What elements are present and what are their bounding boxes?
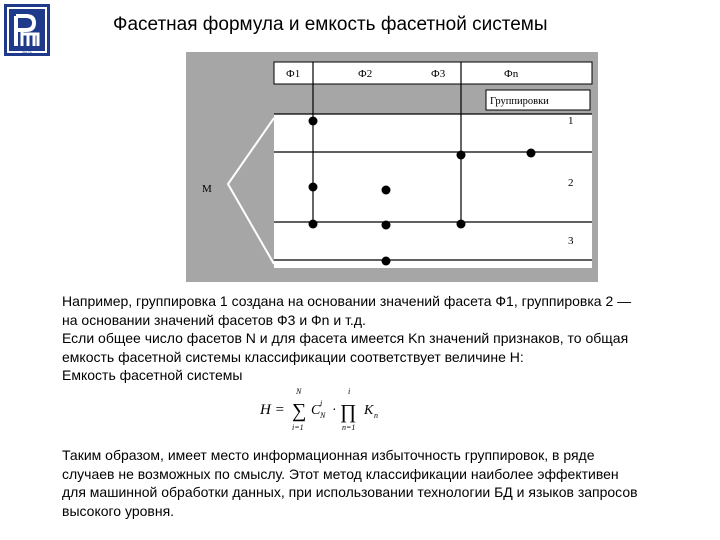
dot-f3-g3 xyxy=(457,220,466,229)
sum-top: N xyxy=(296,387,302,396)
dot-f1-g1 xyxy=(309,117,318,126)
formula-dot: · xyxy=(332,403,337,418)
paragraph-1 xyxy=(62,292,631,385)
facet-diagram xyxy=(186,52,598,282)
product-symbol: ∏ xyxy=(340,401,357,423)
formula-c: C xyxy=(311,403,321,418)
hse-logo xyxy=(4,4,50,56)
groupings-label: Группировки xyxy=(490,96,549,107)
formula-c-sub: N xyxy=(320,411,326,420)
dot-f2-row3 xyxy=(382,257,391,266)
row-label-1: 1 xyxy=(568,115,574,127)
page-title: Фасетная формула и емкость фасетной системы xyxy=(113,14,548,35)
dot-f2-g3 xyxy=(382,221,391,230)
facet-f2: Ф2 xyxy=(358,68,373,80)
paragraph-1-line: на основании значений фасетов Ф3 и Фn и т.д. xyxy=(62,311,366,328)
paragraph-1-line: Например, группировка 1 создана на основании значений фасета Ф1, группировка 2 — xyxy=(62,293,632,309)
product-bottom: n=1 xyxy=(342,423,356,432)
dot-f1-g3 xyxy=(309,220,318,229)
dot-fn-g2 xyxy=(527,149,536,158)
formula-c-sup: i xyxy=(320,399,323,408)
dot-f1-row2 xyxy=(309,183,318,192)
paragraph-2-line: случаев не возможных по смыслу. Этот метод классификации наиболее эффективен xyxy=(62,465,619,482)
row-label-3: 3 xyxy=(568,235,574,247)
formula-k: K xyxy=(364,403,374,418)
paragraph-1-line: емкость фасетной системы классификации соответствует величине H: xyxy=(62,348,524,365)
m-label: M xyxy=(202,183,212,195)
paragraph-2 xyxy=(62,446,638,520)
formula-lhs: H = xyxy=(260,402,285,418)
facet-f3: Ф3 xyxy=(431,68,446,80)
facet-fn: Фn xyxy=(504,68,519,80)
product-top: i xyxy=(348,387,351,396)
paragraph-2-line: высокого уровня. xyxy=(62,502,175,519)
paragraph-1-line: Емкость фасетной системы xyxy=(62,367,243,383)
grid-area xyxy=(274,114,592,268)
formula-k-sub: n xyxy=(374,411,378,420)
dot-f3-g2 xyxy=(457,151,466,160)
dot-f2-row2 xyxy=(382,186,391,195)
sum-symbol: ∑ xyxy=(292,400,307,422)
paragraph-2-line: для машинной обработки данных, при использовании технологии БД и языков запросов xyxy=(62,484,638,500)
row-label-2: 2 xyxy=(568,177,574,189)
sum-bottom: i=1 xyxy=(292,423,304,432)
capacity-formula xyxy=(256,384,396,434)
facet-f1: Ф1 xyxy=(286,68,301,80)
logo-letters: ВШЭ xyxy=(22,50,32,55)
paragraph-1-line: Если общее число фасетов N и для фасета имеется Kn значений признаков, то общая xyxy=(62,330,629,346)
paragraph-2-line: Таким образом, имеет место информационная избыточность группировок, в ряде xyxy=(62,447,595,463)
